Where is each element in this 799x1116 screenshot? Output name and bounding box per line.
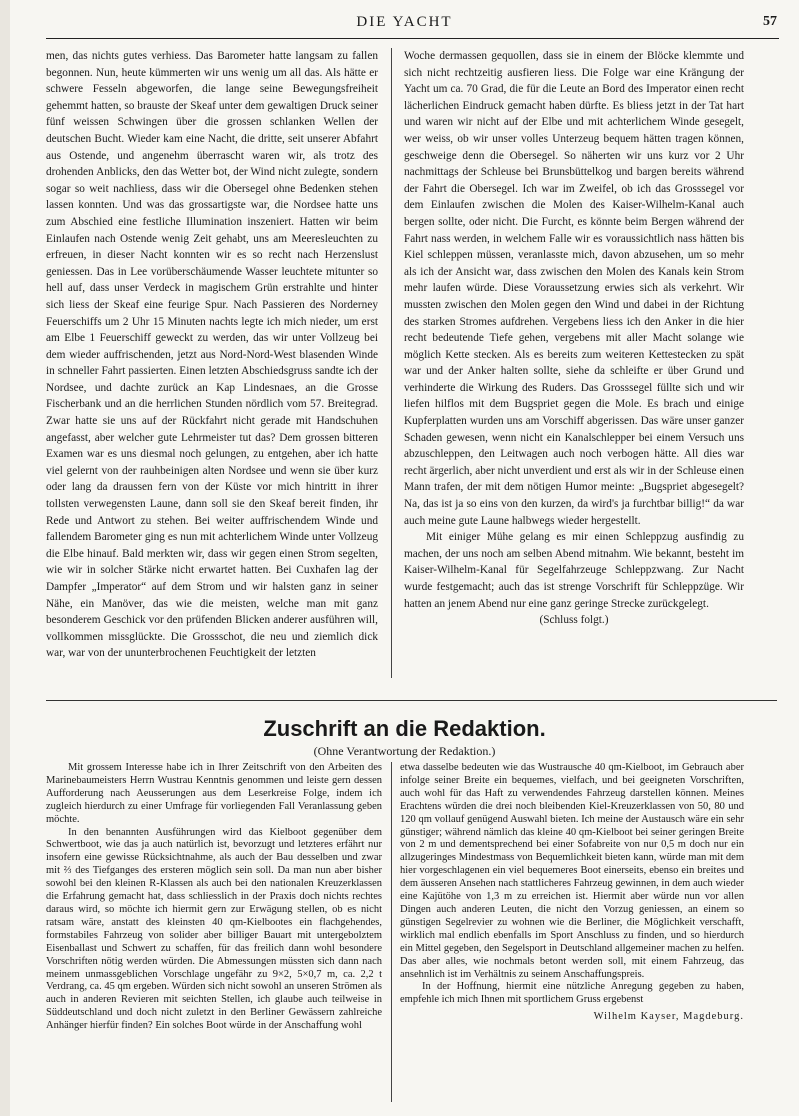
article-paragraph: Mit einiger Mühe gelang es mir einen Schleppzug ausfindig zu machen, der uns noch am selben Abend mitnahm. Wie bekannt, besteht im Kaiser-Wilhelm-Kanal für Segelfahrzeuge Schleppzwang. Zur Nacht wurde festgemacht; auch das ist strenge Vorschrift für Schleppzüge. Wir hatten an jenem Abend nur eine ganz geringe Strecke zurückgelegt.	[404, 531, 744, 610]
letter-signature: Wilhelm Kayser, Magdeburg.	[593, 1011, 744, 1023]
letter-title: Zuschrift an die Redaktion.	[263, 716, 546, 741]
magazine-page	[10, 0, 799, 1116]
page-number: 57	[763, 14, 777, 29]
section-divider	[46, 700, 777, 701]
article-right-column	[404, 48, 744, 629]
letter-paragraph: In den benannten Ausführungen wird das Kielboot gegenüber dem Schwertboot, wie das ja auch natürlich ist, bevorzugt und letzteres erfährt nur insofern eine gewisse Rücksichtnahme, als auch der Bau desselben und zwar mit ⅔ des Tiefganges des ersteren möglich sein soll. Da man nun aber bisher sowohl bei den kleinen R-Klassen als auch bei den nationalen Kreuzerklassen die Erfahrung gemacht hat, dass schliesslich in der Praxis doch nichts rechtes daraus wird, so möchte ich hiermit gern zur Erwägung stellen, ob es nicht ratsam wäre, anstatt des kleinsten 40 qm-Kielbootes ein flachgehendes, formstabiles Fahrzeug von solider aber billiger Bauart mit untergebolztem Eisenballast und Schwert zu schaffen, für das freilich dann wohl besondere Vorschriften nötig werden würden. Die Abmessungen müssten sich dann nach meinem unmassgeblichen Vorschlage ungefähr zu 9×2, 5×0,7 m, ca. 2,2 t Verdrang, ca. 45 qm ergeben. Würden sich nicht sowohl an unseren Strömen als auch in anderen Revieren mit seichten Stellen, ich glaube auch teilweise in Süddeutschland und doch nicht zuletzt in den Berliner Gewässern zahlreiche Anhänger hierfür finden? Ein solches Boot würde in der Anschaffung wohl	[46, 826, 382, 1032]
letter-paragraph: In der Hoffnung, hiermit eine nützliche Anregung gegeben zu haben, empfehle ich mich Ihnen mit sportlichem Gruss ergebenst	[400, 981, 744, 1006]
letter-subtitle: (Ohne Verantwortung der Redaktion.)	[313, 744, 496, 758]
column-divider	[391, 762, 392, 1102]
to-be-continued-note: (Schluss folgt.)	[539, 614, 609, 627]
column-divider	[391, 48, 392, 678]
letter-paragraph: Mit grossem Interesse habe ich in Ihrer Zeitschrift von den Arbeiten des Marinebaumeisters Herrn Wustrau Kenntnis genommen und leiste gern dessen Aufforderung nach Aeusserungen aus dem Leserkreise Folge, indem ich zugleich hierdurch zu einer Umfrage für vorliegenden Fall Veranlassung geben möchte.	[46, 762, 382, 825]
header-rule	[46, 38, 779, 39]
running-header: DIE YACHT	[356, 14, 453, 30]
article-paragraph: Woche dermassen gequollen, dass sie in einem der Blöcke klemmte und sich nicht rechtzeitig ausfieren liess. Die Folge war eine Krängung der Yacht um ca. 70 Grad, die für die Leute an Bord des Imperator einen recht lächerlichen Eindruck gemacht haben dürfte. Es bliess jetzt in der Tat hart und waren wir nicht auf der Elbe und mit achterlichem Winde gesegelt, wer weiss, ob wir unser volles Unterzeug bequem hätten tragen können, geschweige denn die Obersegel. So näherten wir uns kurz vor 2 Uhr nachmittags der Schleuse bei Brunsbüttelkog und bargen bereits während der Fahrt die Obersegel. Ich war im Zweifel, ob ich das Grosssegel vor dem Einlaufen zwischen die Molen des Kaiser-Wilhelm-Kanal auch bergen sollte, oder nicht. Die Furcht, es könnte beim Bergen während der Fahrt nass werden, in welchem Falle wir es voraussichtlich nass hätten bis Kiel schleppen müssen, veranlasste mich, davon abzusehen, um so mehr als ich der Ansicht war, dass zwischen den Molen des Kanals kein Strom mehr laufen würde. Diese Voraussetzung erwies sich als verkehrt. Wir mussten zwischen den Molen gegen den Wind und dabei in der Richtung des starken Stromes aufdrehen. Vergebens liess ich den Anker in die hier recht bedeutende Tiefe gehen, vergebens mit aller Macht solange wie möglich Kette stecken. Als es bereits zum weiteren Kettestecken zu spät war und der Anker halten sollte, siehe da schleifte er über Grund und verhinderte die Wirkung des Ruders. Das Grosssegel füllte sich und wir liefen hilflos mit dem Bugspriet gegen die Mole. Es brach und einige Kupferplatten wurden uns am Vorschiff abgerissen. Das wäre unser ganzer Schaden gewesen, wenn nicht ein Kanalschlepper bei einem Versuch uns abzuschleppen, den Leitwagen auch noch verbogen hätte. All dies war recht ärgerlich, aber nicht unverdient und erst als wir in der Schleuse einen Mann trafen, der mit dem nötigen Humor meinte: „Bugspriet abgesegelt? Na, das ist ja so eins von den kurzen, da wird's ja furchtbar billig!“ da war auch meine gute Laune halbwegs wieder hergestellt.	[404, 50, 744, 527]
article-left-column	[46, 48, 378, 662]
letter-left-column	[46, 762, 382, 1033]
article-paragraph: men, das nichts gutes verhiess. Das Barometer hatte langsam zu fallen begonnen. Nun, heute kümmerten wir uns wenig um all das. Als hätte er schwere Fesseln abgeworfen, die lange seine Bewegungsfreiheit gehemmt hatten, so brauste der Skeaf unter dem gewaltigen Druck seiner fünf weissen Schwingen über die grossen schlanken Wellen der deutschen Bucht. Wieder kam eine Nacht, die dritte, seit unserer Abfahrt aus Ostende, und angenehm überrascht waren wir, als trotz des drohenden Anblicks, den das Wetter bot, der Wind nicht zulegte, sondern sogar so weit nachliess, dass wir die Obersegel ohne Bedenken stehen lassen konnten. Und was das grossartigste war, die Nordsee hatte uns zum Abschied eine festliche Illumination inszeniert. Hatten wir beim Einlaufen nach Ostende wenig Zeit gehabt, uns am Meeresleuchten zu erfreuen, in dieser Nacht konnten wir es so recht nach Herzenslust geniessen. Das in Lee vorüberschäumende Wasser leuchtete mitunter so hell auf, dass unser Verdeck in magischem Grün erstrahlte und hinter sich liess der Skeaf eine feurige Spur. Nach Passieren des Norderney Feuerschiffs um 2 Uhr 15 Minuten nachts legte ich mich nieder, um erst am Elbe 1 Feuerschiff geweckt zu werden, das wir unter Vollzeug bei dem wieder auffrischenden, jetzt aus Nord-Nord-West blasenden Winde in schneller Fahrt passierten. Einen letzten Abschiedsgruss sandte ich der Nordsee, und dachte zurück an Kap Lindesnaes, an die Grosse Fischerbank und an die herrlichen Stunden nördlich vom 57. Breitegrad. Zwar hatte sie uns auf der Rückfahrt nicht gerade mit Handschuhen angefasst, aber welcher gute Lehrmeister tut das? Dem grossen bitteren Examen war es uns diesmal noch gelungen, zu entgehen, aber ich hatte viel gelernt von der rauhbeinigen alten Nordsee und wenn sie über kurz oder lang da draussen fern von der Küste vor mich hintritt in ihrer tollsten verwegensten Laune, dann soll sie den Skeaf bereit finden, ihr Rede und Antwort zu stehen. Bei weiter auffrischendem Winde und fallendem Barometer ging es nun mit achterlichem Winde unter Vollzeug die Elbe hinauf. Bald merkten wir, dass wir gegen einen Strom segelten, wie wir in solcher Stärke nicht erwartet hatten. Bei Cuxhafen lag der Dampfer „Imperator“ auf dem Strom und wir halsten ganz in seiner Nähe, ein Manöver, das wie die meisten, welche man mit ganz besonderem Geschick vor den prüfenden Blicken anderer ausführen will, vollkommen missglückte. Die Grossschot, die neu und ziemlich dick war, war von der ununterbrochenen Feuchtigkeit der letzten	[46, 50, 378, 660]
letter-paragraph: etwa dasselbe bedeuten wie das Wustrausche 40 qm-Kielboot, im Gebrauch aber infolge seiner Breite ein bequemes, vielfach, und bei geeigneten Vorschriften, auch wohl für das Haft zu verwendendes Fahrzeug darstellen können. Meines Erachtens würden die drei noch bleibenden Kiel-Kreuzerklassen von 50, 80 und 120 qm vollauf genügend Auswahl bieten. Ich meine der Austausch wäre ein sehr günstiger; während nämlich das kleine 40 qm-Kielboot bei seiner geringen Breite von 2 m und dementsprechend bei einer Sofabreite von nur 0,5 m doch nur ein allzugeringes Mindestmass von Bequemlichkeit bieten kann, würde man mit dem hier vorgeschlagenen ein viel bequemeres Boot einerseits, ebenso ein breites und dem äusseren Ansehen nach stattlicheres Fahrzeug gewinnen, in dem auch wieder eine Kajütöhe von 1,3 m zu erreichen ist. Hiermit aber würde nun vor allen Dingen auch anderen Leuten, die nicht den Vorzug geniessen, an einem so günstigen Segelrevier zu wohnen wie die Berliner, die Möglichkeit verschafft, wirklich mal endlich ebenfalls im Sport Anschluss zu finden, und so hierdurch ein Mittel gegeben, den Segelsport in Deutschland allgemeiner machen zu helfen. Das aber alles, wie nochmals betont werden soll, mit einem Fahrzeug, das ansehnlich ist im Verhältnis zu seinem Anschaffungspreis.	[400, 762, 744, 980]
letter-right-column	[400, 762, 744, 1024]
